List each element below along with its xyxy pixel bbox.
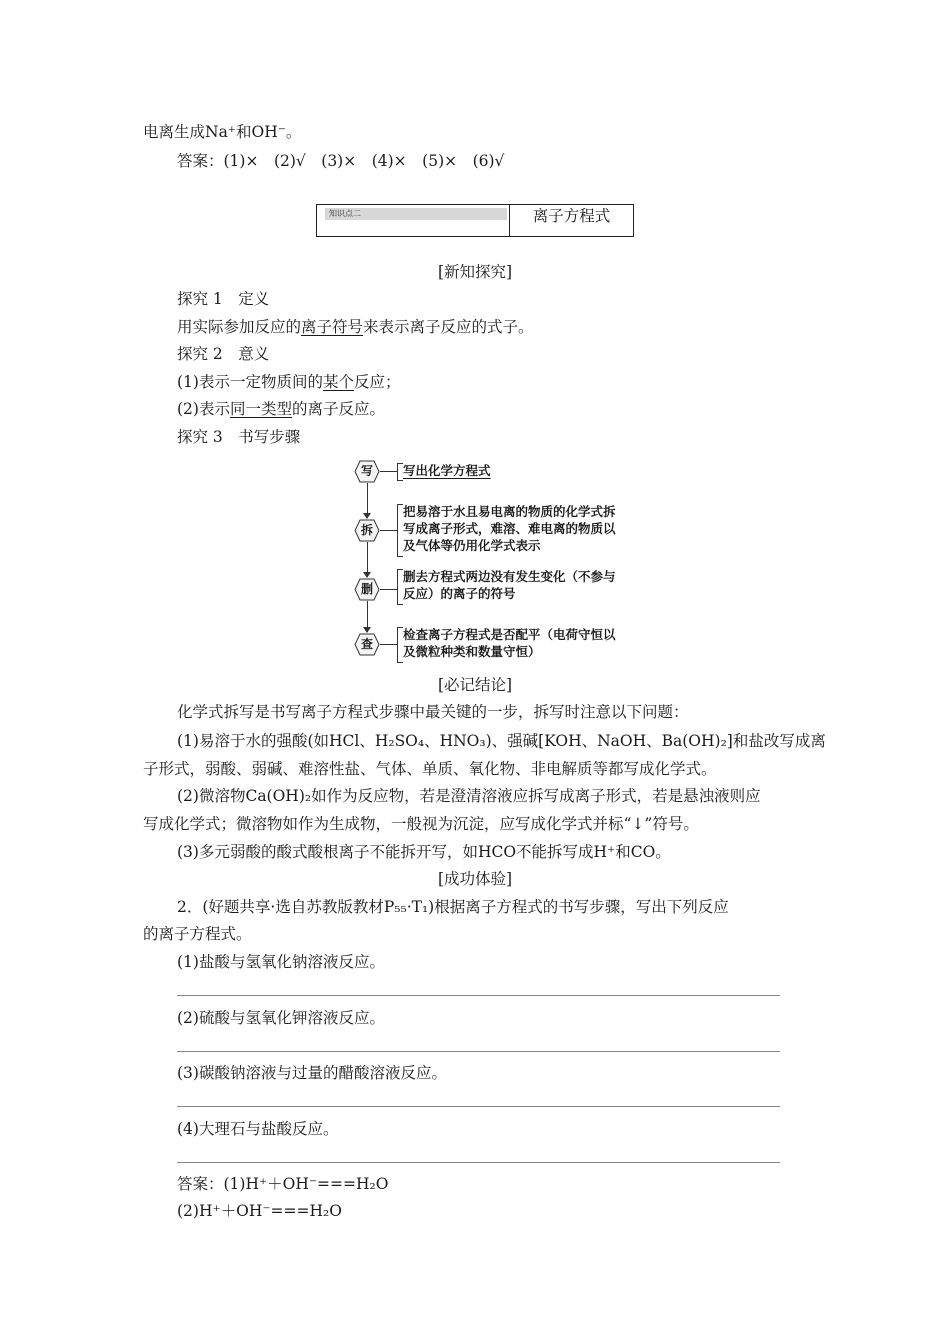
writing-steps-diagram: [340, 452, 650, 667]
answer-blank-line[interactable]: [177, 995, 780, 996]
answer-blank-line[interactable]: [177, 1051, 780, 1052]
question-item-1: (1)盐酸与氢氧化钠溶液反应。: [177, 953, 385, 971]
step-check-text-2: 及微粒种类和数量守恒）: [403, 644, 541, 659]
step-delete-icon: [354, 578, 380, 601]
meaning1-text: (1)表示一定物质间的: [177, 373, 323, 391]
meaning2-text-end: 的离子反应。: [291, 400, 385, 418]
definition-text-end: 来表示离子反应的式子。: [363, 318, 534, 336]
answer-line: 答案：(1)× (2)√ (3)× (4)× (5)× (6)√: [177, 152, 505, 170]
question-item-4: (4)大理石与盐酸反应。: [177, 1120, 339, 1138]
explore2-title: 探究 2 意义: [177, 345, 270, 363]
answer-blank-line[interactable]: [177, 1106, 780, 1107]
section-title: 离子方程式: [532, 207, 611, 225]
definition-text: 用实际参加反应的: [177, 318, 302, 336]
meaning1-text-end: 反应；: [353, 373, 401, 391]
connector-line: [380, 471, 397, 472]
step-icon-label: 写: [360, 464, 373, 478]
connector-line: [380, 589, 397, 590]
step-icon-label: 拆: [360, 523, 373, 537]
conclusion-p1-line2: 子形式，弱酸、弱碱、难溶性盐、气体、单质、氧化物、非电解质等都写成化学式。: [143, 760, 717, 778]
step-write-text: 写出化学方程式: [403, 463, 491, 478]
heading-new-knowledge: [新知探究]: [437, 263, 513, 281]
step-icon-label: 删: [360, 582, 373, 596]
step-write-icon: [354, 460, 380, 483]
question-item-3: (3)碳酸钠溶液与过量的醋酸溶液反应。: [177, 1064, 447, 1082]
step-split-icon: [354, 519, 380, 542]
step-delete-text-1: 删去方程式两边没有发生变化（不参与: [403, 569, 616, 584]
text-line: 电离生成Na⁺和OH⁻。: [143, 123, 302, 141]
meaning1-underline: 某个: [322, 373, 354, 391]
section-header-box: [316, 204, 634, 237]
heading-conclusion: [必记结论]: [437, 676, 513, 694]
step-split-text-1: 把易溶于水且易电离的物质的化学式拆: [403, 504, 616, 519]
definition-line: [177, 317, 534, 337]
conclusion-p1-line1: (1)易溶于水的强酸(如HCl、H₂SO₄、HNO₃)、强碱[KOH、NaOH、Ba(OH)₂]和盐改写成离: [177, 732, 826, 750]
practice-answer-2: (2)H⁺＋OH⁻===H₂O: [177, 1202, 342, 1220]
question-item-2: (2)硫酸与氢氧化钾溶液反应。: [177, 1009, 385, 1027]
definition-underline: 离子符号: [301, 318, 364, 336]
meaning2-text: (2)表示: [177, 400, 230, 418]
conclusion-intro: 化学式拆写是书写离子方程式步骤中最关键的一步，拆写时注意以下问题：: [177, 703, 689, 721]
meaning2-underline: 同一类型: [229, 400, 292, 418]
section-tag: [325, 208, 507, 220]
question-line2: 的离子方程式。: [143, 925, 252, 943]
step-delete-text-2: 反应）的离子的符号: [403, 586, 516, 601]
practice-answer-1: 答案：(1)H⁺＋OH⁻===H₂O: [177, 1175, 389, 1193]
step-split-text-2: 写成离子形式，难溶、难电离的物质以: [403, 521, 616, 536]
heading-practice: [成功体验]: [437, 870, 513, 888]
conclusion-p2-line2: 写成化学式；微溶物如作为生成物，一般视为沉淀，应写成化学式并标“↓”符号。: [143, 815, 699, 833]
step-split-text-3: 及气体等仍用化学式表示: [403, 538, 541, 553]
section-tag-label: 知识点二: [329, 209, 361, 218]
conclusion-p2-line1: (2)微溶物Ca(OH)₂如作为反应物，若是澄清溶液应拆写成离子形式，若是悬浊液则应: [177, 787, 761, 805]
question-line1: 2．(好题共享·选自苏教版教材P₅₅·T₁)根据离子方程式的书写步骤，写出下列反应: [177, 898, 729, 916]
conclusion-p3: (3)多元弱酸的酸式酸根离子不能拆开写，如HCO不能拆写成H⁺和CO。: [177, 843, 671, 861]
meaning-line-1: [177, 372, 401, 392]
step-check-icon: [354, 633, 380, 656]
step-icon-label: 查: [360, 637, 373, 651]
connector-line: [380, 530, 397, 531]
explore3-title: 探究 3 书写步骤: [177, 428, 301, 446]
step-check-text-1: 检查离子方程式是否配平（电荷守恒以: [403, 627, 616, 642]
explore1-title: 探究 1 定义: [177, 290, 270, 308]
connector-line: [380, 644, 397, 645]
meaning-line-2: [177, 399, 385, 419]
answer-blank-line[interactable]: [177, 1162, 780, 1163]
